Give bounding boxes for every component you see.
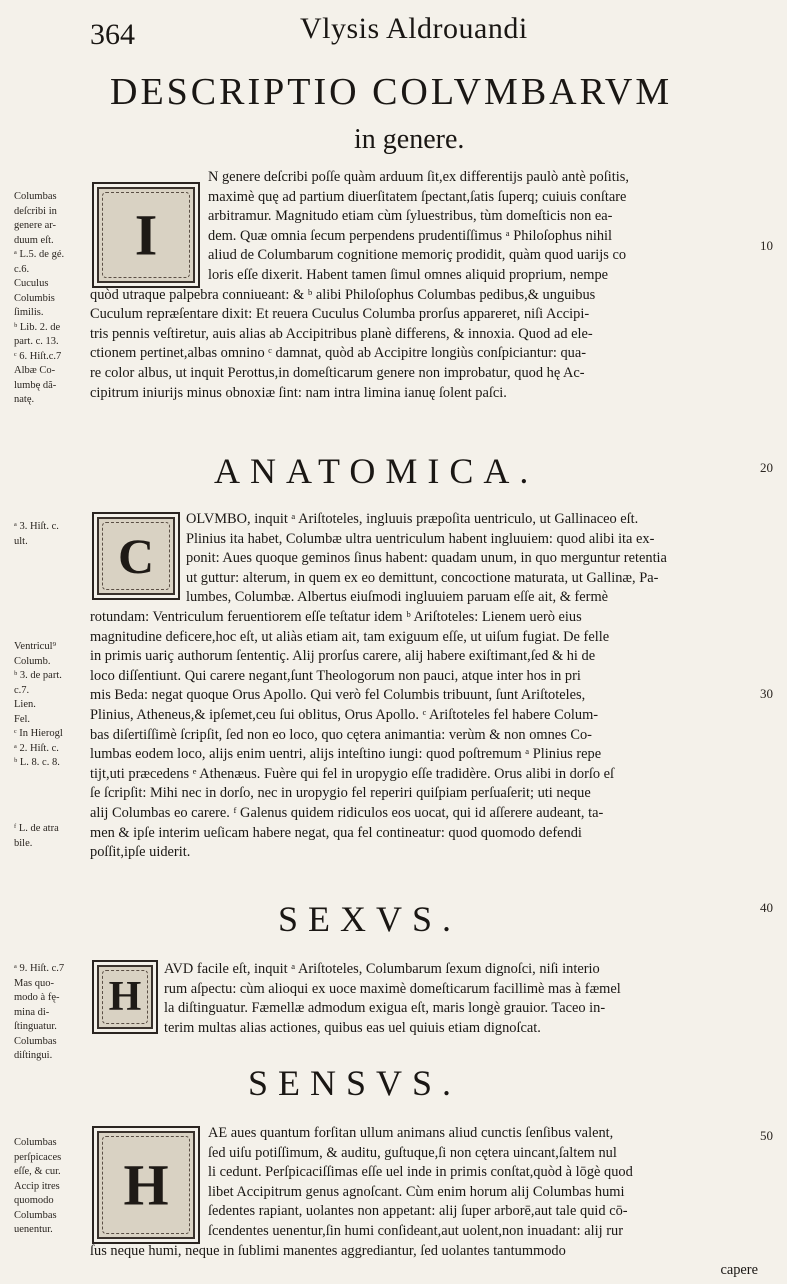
text-line: OLVMBO, inquit ᵃ Ariſtoteles, ingluuis præpoſita uentriculo, ut Gallinaceo eſt. — [186, 511, 639, 527]
line-number: 40 — [760, 900, 773, 915]
text-line: ponit: Aues quoque geminos ſinus habent: quadam unum, in quo merguntur retentia — [186, 550, 667, 567]
drop-cap-sexus: H — [92, 960, 158, 1034]
text-line: loco diſſentiunt. Qui carere negant,ſunt Theologorum non pauci, atque inter hos in pri — [90, 667, 581, 684]
text-line: re color albus, ut inquit Perottus,in domeſticarum genere non improbatur, quod hę Ac- — [90, 364, 585, 381]
text-line: in primis uariç authorum ſententiç. Alij prorſus carere, alij habere exiſtimant,ſed & hi de — [90, 648, 596, 665]
section-heading-anatomica: ANATOMICA. — [214, 451, 539, 491]
text-line: loris eſſe dixerit. Habent tamen ſimul omnes aliquid proprium, nempe — [208, 266, 609, 283]
text-line: tijt,uti præcedens ᵉ Athenæus. Fuère qui fel in uropygio eſſe tradidère. Orus alibi in dorſo eſ — [90, 765, 615, 782]
margin-notes-anatomica-c: ᶠ L. de atra bile. — [14, 823, 59, 849]
text-line: men & ipſe interim ueſicam habere negat, qua fel contineatur: quod quomodo defendi — [90, 824, 582, 841]
text-line: ſed uiſu potiſſimum, & auditu, guſtuque,ſi non cętera uincant,ſaltem nul — [208, 1144, 617, 1161]
sexus-text — [90, 960, 758, 1038]
text-line: rotundam: Ventriculum feruentiorem eſſe teſtatur idem ᵇ Ariſtoteles: Lienem uerò eius — [90, 608, 582, 625]
text-line: tris pennis veſtiretur, auis alias ab Accipitribus planè differens, & innoxia. Quod ad ele- — [90, 325, 593, 342]
section-heading-sexus: SEXVS. — [278, 899, 462, 939]
text-line: ſe ſcripſit: Mihi nec in dorſo, nec in uropygio fel reperiri quiſpiam perſuaſerit; uti neque — [90, 785, 591, 802]
text-line: lumbes, Columbæ. Albertus eiuſmodi ingluuiem paruam eſſe ait, & fermè — [186, 589, 609, 606]
margin-notes-sensus: Columbas perſpicaces eſſe, & cur. Accip itres quomodo Columbas uenentur. — [14, 1137, 62, 1235]
text-line: ſus neque humi, neque in ſublimi manentes aggrediantur, ſed uolantes tantummodo — [90, 1242, 566, 1259]
line-number: 30 — [760, 686, 773, 701]
text-line: alij Columbas eo carere. ᶠ Galenus quidem ridiculos eos uocat, qui id aſſerere audeant, ta- — [90, 804, 604, 821]
text-line: quòd utraque palpebra conniueant: & ᵇ alibi Philoſophus Columbas pedibus,& unguibus — [90, 286, 596, 303]
margin-notes-anatomica-b: Ventricul⁹ Columb. ᵇ 3. de part. c.7. Lien. Fel. ᶜ In Hierogl ᵃ 2. Hiſt. c. ᵇ L. 8. c. 8. — [14, 641, 63, 768]
page-number: 364 — [90, 18, 135, 51]
line-number: 50 — [760, 1128, 773, 1143]
text-line: poſſit,ipſe uiderit. — [90, 844, 191, 861]
margin-notes-sexus: ᵃ 9. Hiſt. c.7 Mas quo- modo à fę- mina di- ſtinguatur. Columbas diſtingui. — [14, 963, 65, 1061]
margin-notes-anatomica-a: ᵃ 3. Hiſt. c. ult. — [14, 521, 59, 547]
text-line: aliud de Columbarum cognitione memoriç prodidit, quàm quod uarijs co — [208, 247, 627, 264]
chapter-subtitle: in genere. — [354, 124, 465, 155]
text-line: AVD facile eſt, inquit ᵃ Ariſtoteles, Columbarum ſexum dignoſci, niſi interio — [164, 961, 600, 977]
text-line: AE aues quantum forſitan ullum animans aliud cunctis ſenſibus valent, — [208, 1125, 614, 1141]
text-line: la diſtinguatur. Fæmellæ admodum exigua eſt, maris longè grauior. Taceo in- — [164, 1000, 606, 1017]
text-line: Plinius, Atheneus,& ipſemet,ceu ſui oblitus, Orus Apollo. ᶜ Ariſtoteles fel habere Colum- — [90, 706, 599, 723]
text-line: ſedentes rapiant, uolantes non appetant: alij ſuper arborē,aut tale quid cō- — [208, 1203, 628, 1220]
text-line: maximè quę ad partium diuerſitatem ſpectant,ſatis ſuperq; cuiuis conſtare — [208, 188, 627, 205]
text-line: libet Accipitrum genus agnoſcant. Cùm enim horum alij Columbas humi — [208, 1183, 625, 1200]
text-line: N genere deſcribi poſſe quàm arduum ſit,ex differentijs paulò antè poſitis, — [208, 169, 629, 185]
anatomica-text — [90, 510, 758, 863]
text-line: arbitramur. Magnitudo etiam cùm ſyluestribus, tùm domeſticis non ea- — [208, 208, 613, 225]
drop-cap-anatomica: C — [92, 512, 180, 600]
text-line: terim multas alias actiones, quibus eas uel quiuis etiam dignoſcat. — [164, 1019, 541, 1036]
line-number: 10 — [760, 238, 773, 253]
intro-text — [90, 168, 758, 403]
text-line: Plinius ita habet, Columbæ ultra uentriculum habent ingluuiem: quod alibi ita ex- — [186, 530, 655, 547]
text-line: cipitrum iniurijs minus obnoxiæ ſint: nam intra limina ianuę ſolent paſci. — [90, 384, 507, 401]
line-number: 20 — [760, 460, 773, 475]
text-line: ut guttur: alterum, in quem ex eo demittunt, concoctione maturata, ut Gallinæ, Pa- — [186, 569, 659, 586]
text-line: mis Beda: negat quoque Orus Apollo. Qui verò fel Columbis tribuunt, ſunt Ariſtoteles, — [90, 687, 586, 704]
section-heading-sensus: SENSVS. — [248, 1063, 462, 1103]
margin-notes-intro: Columbas deſcribi in genere ar- duum eſt. ᵃ L.5. de gé. c.6. Cuculus Columbis ſimilis. ᵇ Lib. 2. de part. c. 13. ᶜ 6. Hiſt.c.7 Albæ Co- lumbę dã- natę. — [14, 191, 65, 405]
text-line: ctionem pertinet,albas omnino ᶜ damnat, quòd ab Accipitre longiùs conſpiciantur: qua- — [90, 345, 587, 362]
text-line: ſcendentes uenentur,ſin humi conſideant,aut uolent,non inuadant: alij rur — [208, 1222, 624, 1239]
text-line: Cuculum repræſentare dixit: Et reuera Cuculus Columba prorſus appareret, niſi Accipi- — [90, 306, 590, 323]
text-line: li cedunt. Perſpicaciſſimas eſſe uel inde in primis conſtat,quòd à lōgè quod — [208, 1164, 633, 1181]
text-line: dem. Quæ omnia ſecum perpendens prudentiſſimus ᵃ Philoſophus nihil — [208, 227, 613, 244]
text-line: magnitudine deficere,hoc eſt, ut aliàs etiam ait, tam exiguum eſſe, ut uiſum fugiat. De felle — [90, 628, 610, 645]
drop-cap-intro: I — [92, 182, 200, 288]
text-line: lumbas eodem loco, alijs enim uentri, alijs inteſtino iungi: quod poſtremum ᵃ Plinius repe — [90, 746, 602, 763]
text-line: capere — [720, 1262, 758, 1279]
drop-cap-sensus: H — [92, 1126, 200, 1244]
text-line: rum aſpectu: cùm alioqui ex uoce maximè domeſticarum facillimè mas à fæmel — [164, 980, 621, 997]
running-head: Vlysis Aldrouandi — [300, 12, 528, 45]
text-line: bas diſertiſſimè ſcripſit, ſed non eo loco, quo cętera animantia: verùm & non omnes Co- — [90, 726, 592, 743]
chapter-title: DESCRIPTIO COLVMBARVM — [110, 71, 673, 113]
sensus-text — [90, 1124, 758, 1281]
